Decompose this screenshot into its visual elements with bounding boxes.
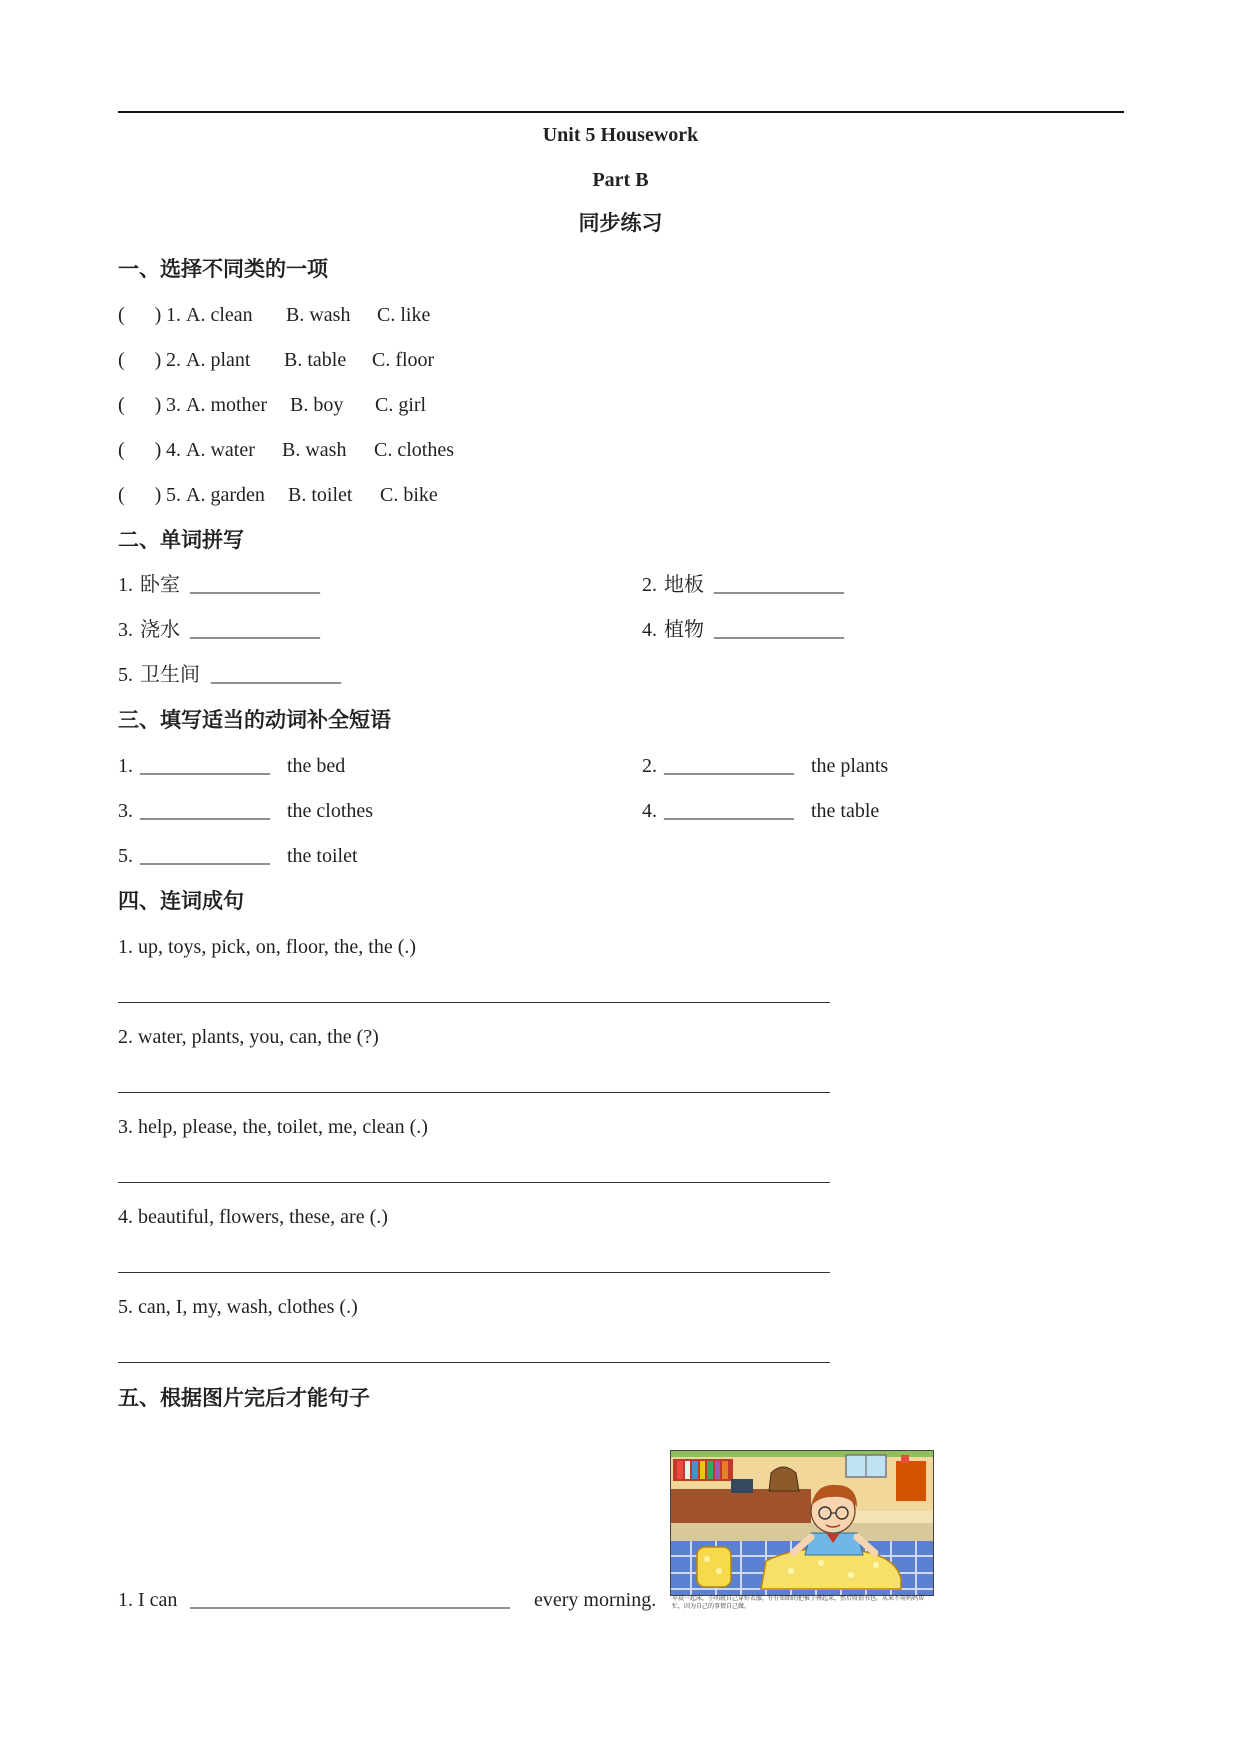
answer-blank[interactable]: _____________ [714, 574, 844, 596]
scrambled-words: 4. beautiful, flowers, these, are (.) [118, 1206, 388, 1228]
answer-bracket[interactable]: ( ) [118, 439, 162, 461]
item-number: 1. [118, 574, 133, 596]
chinese-word: 植物 [664, 617, 704, 641]
option-a: A. garden [186, 484, 265, 506]
answer-blank[interactable]: _____________ [664, 800, 794, 822]
unit-title: Unit 5 Housework [542, 124, 699, 146]
chinese-word: 地板 [664, 572, 704, 596]
option-a: A. plant [186, 349, 251, 371]
section4-heading: 四、连词成句 [118, 889, 244, 913]
top-rule [118, 111, 1124, 113]
option-b: B. toilet [288, 484, 353, 506]
bed-making-illustration [671, 1451, 933, 1595]
item-number: 1. [118, 755, 133, 777]
option-b: B. wash [286, 304, 351, 326]
phrase-text: the table [811, 800, 880, 822]
item-number: 3. [118, 800, 133, 822]
bed-making-picture [670, 1450, 934, 1596]
answer-bracket[interactable]: ( ) [118, 304, 162, 326]
section1-heading: 一、选择不同类的一项 [118, 257, 328, 281]
option-c: C. clothes [374, 439, 454, 461]
item-number: 2. [642, 755, 657, 777]
question-number: 1. [166, 304, 181, 326]
question-number: 2. [166, 349, 181, 371]
phrase-text: the plants [811, 755, 889, 777]
answer-blank[interactable]: ________________________________ [190, 1589, 510, 1611]
section3-heading: 三、填写适当的动词补全短语 [118, 708, 391, 732]
phrase-text: the bed [287, 755, 346, 777]
sentence-prefix: 1. I can [118, 1589, 178, 1611]
answer-line[interactable] [118, 1362, 830, 1363]
picture-caption: 早晨一起床，小明就自己穿好衣服，仔仔细细的把被子叠起来，然后收拾书包。从来不用妈妈帮忙，因为自己的事情自己做。 [672, 1595, 925, 1610]
option-c: C. bike [380, 484, 438, 506]
scrambled-words: 3. help, please, the, toilet, me, clean (.) [118, 1116, 428, 1138]
answer-line[interactable] [118, 1002, 830, 1003]
item-number: 4. [642, 800, 657, 822]
chinese-word: 卫生间 [140, 662, 200, 686]
option-a: A. mother [186, 394, 268, 416]
question-number: 3. [166, 394, 181, 416]
sentence-suffix: every morning. [534, 1589, 657, 1611]
answer-blank[interactable]: _____________ [664, 755, 794, 777]
option-c: C. floor [372, 349, 435, 371]
phrase-text: the toilet [287, 845, 358, 867]
answer-line[interactable] [118, 1272, 830, 1273]
chinese-word: 浇水 [140, 617, 180, 641]
answer-blank[interactable]: _____________ [211, 664, 341, 686]
phrase-text: the clothes [287, 800, 374, 822]
item-number: 5. [118, 664, 133, 686]
answer-blank[interactable]: _____________ [190, 574, 320, 596]
answer-line[interactable] [118, 1092, 830, 1093]
answer-blank[interactable]: _____________ [140, 845, 270, 867]
item-number: 2. [642, 574, 657, 596]
chinese-word: 卧室 [140, 572, 180, 596]
option-b: B. wash [282, 439, 347, 461]
question-number: 4. [166, 439, 181, 461]
item-number: 5. [118, 845, 133, 867]
item-number: 4. [642, 619, 657, 641]
answer-bracket[interactable]: ( ) [118, 394, 162, 416]
option-b: B. table [284, 349, 347, 371]
answer-line[interactable] [118, 1182, 830, 1183]
part-title: Part B [592, 169, 649, 191]
item-number: 3. [118, 619, 133, 641]
answer-blank[interactable]: _____________ [714, 619, 844, 641]
answer-blank[interactable]: _____________ [140, 800, 270, 822]
scrambled-words: 2. water, plants, you, can, the (?) [118, 1026, 379, 1048]
scrambled-words: 5. can, I, my, wash, clothes (.) [118, 1296, 358, 1318]
worksheet-subtitle: 同步练习 [578, 211, 663, 235]
answer-bracket[interactable]: ( ) [118, 484, 162, 506]
option-a: A. water [186, 439, 255, 461]
section2-heading: 二、单词拼写 [118, 528, 244, 552]
option-b: B. boy [290, 394, 344, 416]
answer-blank[interactable]: _____________ [190, 619, 320, 641]
answer-blank[interactable]: _____________ [140, 755, 270, 777]
option-c: C. girl [375, 394, 427, 416]
option-a: A. clean [186, 304, 253, 326]
section5-heading: 五、根据图片完后才能句子 [118, 1386, 370, 1410]
option-c: C. like [377, 304, 431, 326]
answer-bracket[interactable]: ( ) [118, 349, 162, 371]
scrambled-words: 1. up, toys, pick, on, floor, the, the (.) [118, 936, 417, 958]
question-number: 5. [166, 484, 181, 506]
